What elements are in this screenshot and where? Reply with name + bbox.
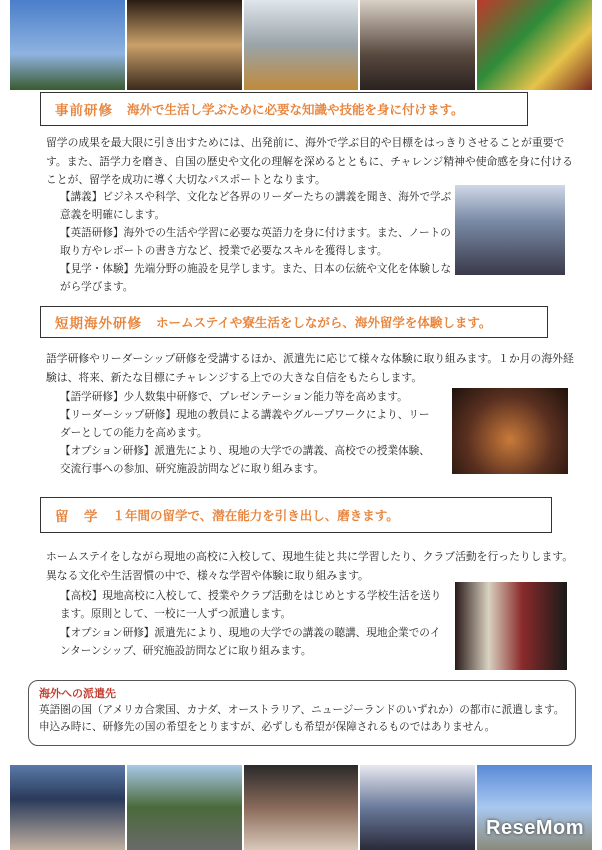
crowd-hall-photo xyxy=(360,0,475,90)
dinner-table-photo xyxy=(452,388,568,474)
section-subtitle: 海外で生活し学ぶために必要な知識や技能を身に付けます。 xyxy=(127,102,464,117)
destination-body: 英語圏の国（アメリカ合衆国、カナダ、オーストラリア、ニュージーランドのいずれか）の都市に派遣します。申込み時に、研修先の国の希望をとりますが、必ずしも希望が保障されるものではありません。 xyxy=(39,704,565,733)
lecture-hall-photo xyxy=(360,765,475,850)
presentation-photo xyxy=(455,582,567,670)
section-subtitle: ホームステイや寮生活をしながら、海外留学を体験します。 xyxy=(156,315,492,330)
section-intro: ホームステイをしながら現地の高校に入校して、現地生徒と共に学習したり、クラブ活動を行ったりします。異なる文化や生活習慣の中で、様々な学習や体験に取り組みます。 xyxy=(46,550,573,582)
section-heading-pre-training xyxy=(40,92,528,126)
gym-volleyball-photo xyxy=(244,0,359,90)
list-item: 【高校】現地高校に入校して、授業やクラブ活動をはじめとする学校生活を送ります。原則として、一校に一人ずつ派遣します。 xyxy=(60,590,442,620)
train-photo xyxy=(127,765,242,850)
top-photo-strip xyxy=(10,0,592,90)
stadium-crowd-photo xyxy=(10,765,125,850)
section-heading-short-term xyxy=(40,306,548,338)
section-title: 短期海外研修 xyxy=(55,316,142,332)
section-subtitle: １年間の留学で、潜在能力を引き出し、磨きます。 xyxy=(112,508,399,523)
list-item: 【オプション研修】派遣先により、現地の大学での講義、高校での授業体験、交流行事への参加、研究施設訪問などに取り組みます。 xyxy=(60,445,430,475)
list-item: 【見学・体験】先端分野の施設を見学します。また、日本の伝統や文化を体験しながら学びます。 xyxy=(60,263,452,293)
arcade-corridor-photo xyxy=(127,0,242,90)
list-item: 【語学研修】少人数集中研修で、プレゼンテーション能力等を高めます。 xyxy=(60,391,408,403)
section-intro: 留学の成果を最大限に引き出すためには、出発前に、海外で学ぶ目的や目標をはっきりさせることが重要です。また、語学力を磨き、自国の歴史や文化の理解を深めるとともに、チャレンジ精神や使命感を身に付けることが、留学を成功に導く大切なパスポートとなります。 xyxy=(46,136,573,186)
list-item: 【講義】ビジネスや科学、文化など各界のリーダーたちの講義を聞き、海外で学ぶ意義を明確にします。 xyxy=(60,191,452,221)
list-item: 【英語研修】海外での生活や学習に必要な英語力を身に付けます。また、ノートの取り方やレポートの書き方など、授業で必要なスキルを獲得します。 xyxy=(60,227,451,257)
students-table-photo xyxy=(244,765,359,850)
list-item: 【オプション研修】派遣先により、現地の大学での講義の聴講、現地企業でのインターンシップ、研究施設訪問などに取り組みます。 xyxy=(60,627,441,657)
vegetables-photo xyxy=(477,0,592,90)
watermark-logo: ReseMom xyxy=(486,817,584,839)
section-heading-study-abroad xyxy=(40,497,552,533)
palm-trees-photo xyxy=(10,0,125,90)
section-intro: 語学研修やリーダーシップ研修を受講するほか、派遣先に応じて様々な体験に取り組みます。１か月の海外経験は、将来、新たな目標にチャレンジする上での大きな自信をもたらします。 xyxy=(46,352,574,384)
destination-box xyxy=(28,680,576,746)
list-item: 【リーダーシップ研修】現地の教員による講義やグループワークにより、リーダーとしての能力を高めます。 xyxy=(60,409,430,439)
section-title: 事前研修 xyxy=(55,103,113,119)
section-title: 留 学 xyxy=(55,509,99,525)
destination-title: 海外への派遣先 xyxy=(39,687,116,700)
classroom-photo xyxy=(455,185,565,275)
